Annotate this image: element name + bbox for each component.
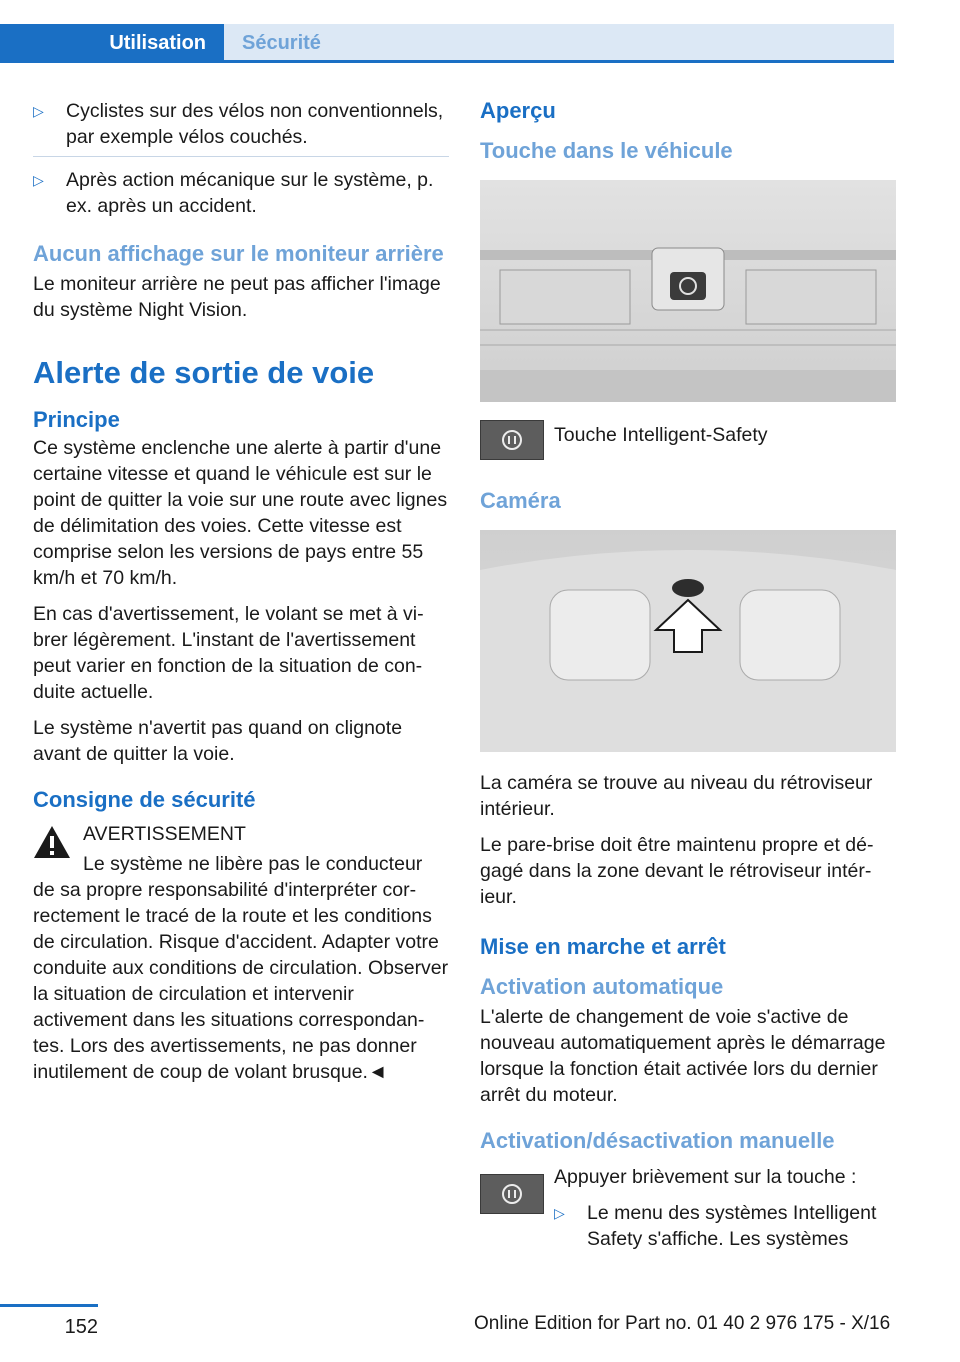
- principle-paragraph: Ce système enclenche une alerte à partir d'une certaine vitesse et quand le véhicule est sur le point de quitter la voie sur une route avec lignes de délimitation des voies. Cette vitesse est comprise selon les versions de pays entre 55 km/h et 70 km/h.: [33, 437, 448, 589]
- section-title: Alerte de sortie de voie: [33, 355, 375, 390]
- bullet-item: [554, 1200, 896, 1252]
- principle-heading: Principe: [33, 407, 120, 432]
- tab-utilisation[interactable]: Utilisation: [0, 24, 224, 62]
- button-heading: Touche dans le véhicule: [480, 138, 733, 163]
- bullet-text: Cyclistes sur des vélos non conventionnels, par exemple vélos couchés.: [66, 100, 444, 148]
- camera-paragraph: La caméra se trouve au niveau du rétroviseur intérieur.: [480, 772, 873, 820]
- auto-heading: Activation automatique: [480, 974, 724, 999]
- manual-text: Appuyer brièvement sur la touche :: [554, 1166, 857, 1188]
- bullet-text: Après action mécanique sur le système, p. ex. après un accident.: [66, 169, 434, 217]
- manual-instruction: [480, 1164, 896, 1252]
- camera-image: [480, 530, 896, 752]
- tab-securite[interactable]: Sécurité: [224, 24, 894, 62]
- top-bar: [0, 0, 960, 62]
- camera-illustration: [480, 530, 896, 752]
- dashboard-button-image: [480, 180, 896, 402]
- right-column: [480, 98, 896, 1262]
- camera-paragraph: Le pare-brise doit être maintenu propre et dégagé dans la zone devant le rétroviseur intérieur.: [480, 834, 874, 908]
- warning-label: AVERTISSEMENT: [83, 823, 246, 845]
- manual-heading: Activation/désactivation manuelle: [480, 1128, 835, 1153]
- triangle-bullet-icon: ▷: [33, 172, 44, 188]
- monitor-text: Le moniteur arrière ne peut pas afficher l'image du système Night Vision.: [33, 273, 441, 321]
- button-legend: [480, 420, 896, 464]
- dashboard-illustration: [480, 180, 896, 402]
- camera-heading: Caméra: [480, 488, 561, 513]
- warning-triangle-icon: [33, 825, 71, 859]
- bullet-item: [33, 98, 449, 157]
- warning-text: Le système ne libère pas le conducteur de sa propre responsabilité d'interpréter correctement le tracé de la route et les conditions de circulation. Risque d'accident. Adapter votre conduite aux conditions de circulation. Observer la situation de circulation et intervenir activement dans les situations correspondantes. Lors des avertissements, ne pas donner inutilement de coup de volant brusque.◄: [33, 853, 449, 1083]
- warning-block: [33, 821, 449, 847]
- intelligent-safety-button-icon[interactable]: [480, 420, 544, 460]
- triangle-bullet-icon: ▷: [554, 1205, 565, 1221]
- edition-text: Online Edition for Part no. 01 40 2 976 175 - X/16: [474, 1313, 891, 1334]
- overview-heading: Aperçu: [480, 98, 556, 123]
- triangle-bullet-icon: ▷: [33, 103, 44, 119]
- principle-paragraph: Le système n'avertit pas quand on clignote avant de quitter la voie.: [33, 717, 403, 765]
- monitor-heading: Aucun affichage sur le moniteur arrière: [33, 241, 444, 266]
- footer-line: [0, 1304, 98, 1307]
- principle-paragraph: En cas d'avertissement, le volant se met à vibrer légèrement. L'instant de l'avertissement peut varier en fonction de la situation de conduite actuelle.: [33, 603, 424, 703]
- left-column: [33, 98, 449, 1095]
- safety-heading: Consigne de sécurité: [33, 787, 256, 812]
- bullet-text: Le menu des systèmes Intelligent Safety s'affiche. Les systèmes: [587, 1202, 877, 1250]
- button-caption: Touche Intelligent-Safety: [554, 424, 768, 446]
- page-number: 152: [64, 1316, 98, 1338]
- intelligent-safety-button-icon[interactable]: [480, 1174, 544, 1214]
- bullet-item: [33, 167, 449, 219]
- auto-text: L'alerte de changement de voie s'active de nouveau automatiquement après le démarrage lorsque la fonction était activée lors du dernier arrêt du moteur.: [480, 1006, 886, 1106]
- tab-underline: [0, 60, 894, 63]
- onoff-heading: Mise en marche et arrêt: [480, 934, 726, 959]
